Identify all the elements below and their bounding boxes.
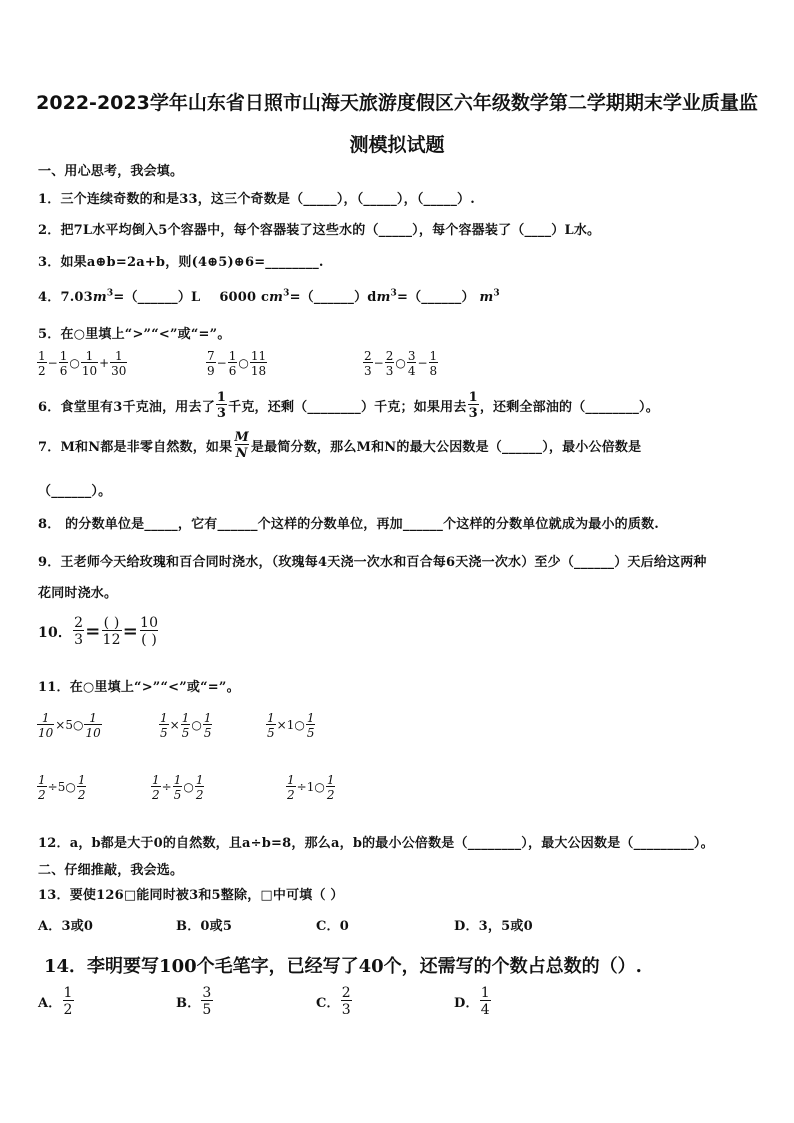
q4-exp3: 3 xyxy=(390,288,397,299)
q4-part-a: 4．7.03 xyxy=(38,290,93,305)
q4-exp: 3 xyxy=(106,288,114,299)
question-10: 10． $\frac{2}{3}$ = $\frac{( )}{12}$ = $\frac{10}{( )}$ xyxy=(38,615,159,648)
question-12: 12．a，b都是大于0的自然数，且a÷b=8，那么a，b的最小公倍数是（________），最大公因数是（_________）。 xyxy=(38,836,714,851)
q13-option-a[interactable]: A．3或0 xyxy=(38,919,94,934)
question-9-line2: 花同时浇水。 xyxy=(38,586,118,601)
q11-expression-1: $\frac{1}{10}$ ×5○ $\frac{1}{10}$ xyxy=(38,711,101,740)
q11-expression-3: $\frac{1}{5}$ ×1○ $\frac{1}{5}$ xyxy=(267,711,315,740)
q4-part-b: =（______）L xyxy=(113,290,201,305)
q13-option-d[interactable]: D．3，5或0 xyxy=(454,919,533,934)
q14-option-c[interactable]: C． $\frac{2}{3}$ xyxy=(316,985,351,1018)
q11-expression-4: $\frac{1}{2}$ ÷5○ $\frac{1}{2}$ xyxy=(38,773,86,802)
q13-option-b[interactable]: B．0或5 xyxy=(176,919,233,934)
q5-expression-3: $\frac{2}{3}$ − $\frac{2}{3}$ ○ $\frac{3}{4}$ − $\frac{1}{8}$ xyxy=(364,349,438,378)
q4-unit-m4: m xyxy=(479,290,494,305)
q7-fraction: $\frac{M}{N}$ xyxy=(234,430,249,461)
q13-option-c[interactable]: C．0 xyxy=(316,919,349,934)
q4-part-c: 6000 c xyxy=(219,290,270,305)
q4-part-d: =（______）d xyxy=(289,290,377,305)
question-13-stem: 13．要使126□能同时被3和5整除，□中可填（ ） xyxy=(38,888,344,903)
question-3: 3．如果a⊕b=2a+b，则(4⊕5)⊕6=________. xyxy=(38,255,324,270)
q4-unit-m2: m xyxy=(269,290,284,305)
q6-fraction-2: $\frac{1}{3}$ xyxy=(468,390,478,421)
q4-unit-m3: m xyxy=(376,290,391,305)
q14-option-a[interactable]: A． $\frac{1}{2}$ xyxy=(38,985,73,1018)
q6-fraction-1: $\frac{1}{3}$ xyxy=(216,390,227,421)
question-4 xyxy=(38,286,500,305)
exam-title-line2: 测模拟试题 xyxy=(349,134,445,156)
question-7: 7．M和N都是非零自然数，如果 $\frac{M}{N}$ 是最简分数，那么M和N的最大公因数是（______），最小公倍数是 xyxy=(38,430,642,461)
q5-expression-1: $\frac{1}{2}$ − $\frac{1}{6}$ ○ $\frac{1}{10}$ + $\frac{1}{30}$ xyxy=(38,349,127,378)
section-1-heading: 一、用心思考，我会填。 xyxy=(38,164,184,179)
question-6: 6．食堂里有3千克油，用去了 $\frac{1}{3}$ 千克，还剩（________）千克；如果用去 $\frac{1}{3}$ ，还剩全部油的（________）。 xyxy=(38,390,659,421)
q14-option-b[interactable]: B． $\frac{3}{5}$ xyxy=(176,985,212,1018)
question-14-stem: 14．李明要写100个毛笔字，已经写了40个，还需写的个数占总数的（）. xyxy=(44,956,642,977)
question-8: 8． 的分数单位是_____，它有______个这样的分数单位，再加______个这样的分数单位就成为最小的质数. xyxy=(38,517,659,532)
q11-expression-5: $\frac{1}{2}$ ÷ $\frac{1}{5}$ ○ $\frac{1}{2}$ xyxy=(152,773,204,802)
q4-unit-m: m xyxy=(92,290,107,305)
exam-title-line1: 2022-2023学年山东省日照市山海天旅游度假区六年级数学第二学期期末学业质量监 xyxy=(36,92,758,114)
q14-option-d[interactable]: D． $\frac{1}{4}$ xyxy=(454,985,490,1018)
question-11-stem: 11．在○里填上“>”“<”或“=”。 xyxy=(38,680,240,695)
q4-exp4: 3 xyxy=(493,288,500,299)
q11-expression-6: $\frac{1}{2}$ ÷1○ $\frac{1}{2}$ xyxy=(287,773,335,802)
question-9-line1: 9．王老师今天给玫瑰和百合同时浇水，（玫瑰每4天浇一次水和百合每6天浇一次水）至少（______）天后给这两种 xyxy=(38,555,707,570)
question-2: 2．把7L水平均倒入5个容器中，每个容器装了这些水的（_____），每个容器装了（____）L水。 xyxy=(38,223,601,238)
q11-expression-2: $\frac{1}{5}$ × $\frac{1}{5}$ ○ $\frac{1}{5}$ xyxy=(160,711,212,740)
q4-part-e: =（______） xyxy=(397,290,475,305)
q4-exp2: 3 xyxy=(283,288,290,299)
question-1: 1．三个连续奇数的和是33，这三个奇数是（_____），（_____），（_____）. xyxy=(38,192,475,207)
section-2-heading: 二、仔细推敲，我会选。 xyxy=(38,863,184,878)
question-7-cont: （______）。 xyxy=(38,484,112,499)
q5-expression-2: $\frac{7}{9}$ − $\frac{1}{6}$ ○ $\frac{11}{18}$ xyxy=(207,349,267,378)
question-5-stem: 5．在○里填上“>”“<”或“=”。 xyxy=(38,327,231,342)
